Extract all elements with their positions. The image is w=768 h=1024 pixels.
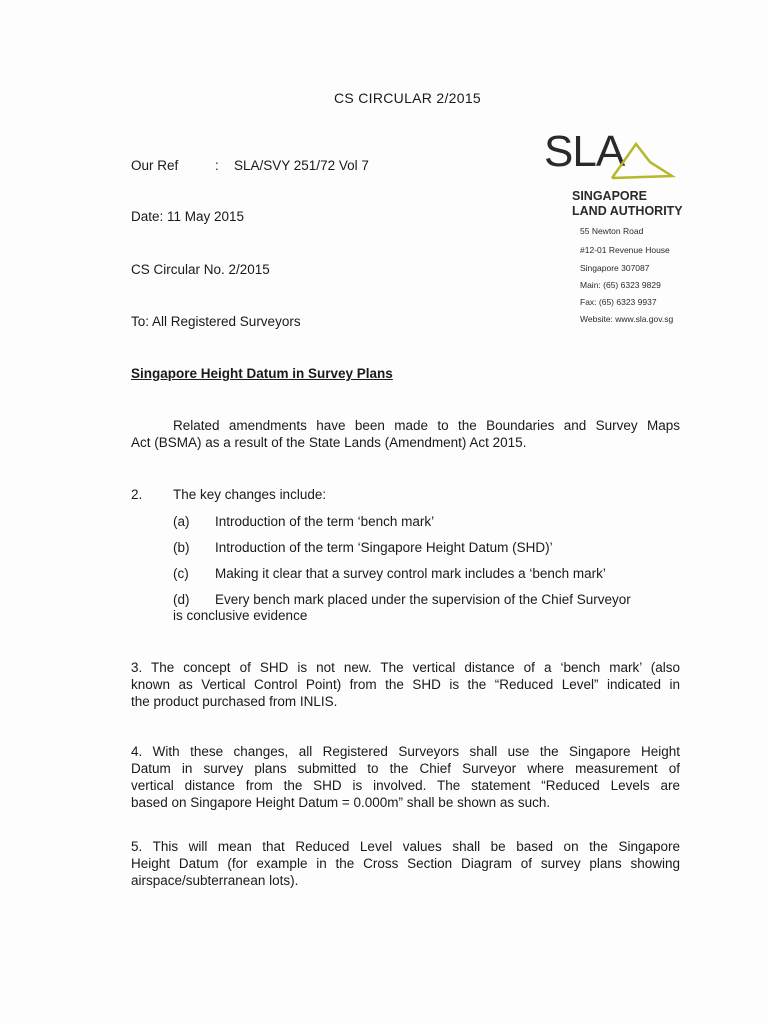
para3-line1: 3. The concept of SHD is not new. The vertical distance of a ‘bench mark’ (also [131, 660, 680, 675]
paragraph-1 [131, 417, 680, 451]
subject-heading: Singapore Height Datum in Survey Plans [131, 366, 393, 381]
address-line: Singapore 307087 [580, 263, 650, 273]
item-label-b: (b) [173, 540, 190, 555]
paragraph-5 [131, 838, 680, 889]
sla-logo [544, 128, 684, 188]
item-label-a: (a) [173, 514, 190, 529]
phone-fax: Fax: (65) 6323 9937 [580, 297, 657, 307]
ref-separator: : [215, 158, 219, 173]
ref-label: Our Ref [131, 158, 179, 173]
paragraph-4 [131, 743, 680, 811]
item-label-d: (d) [173, 592, 190, 607]
para2-intro: The key changes include: [173, 487, 327, 502]
para1-line1: Related amendments have been made to the Boundaries and Survey Maps [173, 418, 680, 433]
para3-line2: known as Vertical Control Point) from the SHD is the “Reduced Level” indicated in [131, 677, 680, 692]
circular-number: CS Circular No. 2/2015 [131, 262, 270, 277]
phone-main: Main: (65) 6323 9829 [580, 280, 661, 290]
para4-line4: based on Singapore Height Datum = 0.000m” shall be shown as such. [131, 795, 551, 810]
address-line: 55 Newton Road [580, 226, 644, 236]
item-text-c: Making it clear that a survey control mark includes a ‘bench mark’ [215, 566, 606, 581]
para4-line3: vertical distance from the SHD is involved. The statement “Reduced Levels are [131, 778, 680, 793]
org-name-line1: SINGAPORE [572, 189, 648, 203]
para2-number: 2. [131, 487, 143, 502]
item-text-a: Introduction of the term ‘bench mark’ [215, 514, 435, 529]
para5-line1: 5. This will mean that Reduced Level values shall be based on the Singapore [131, 839, 680, 854]
website: Website: www.sla.gov.sg [580, 314, 674, 324]
para1-line2: Act (BSMA) as a result of the State Lands (Amendment) Act 2015. [131, 435, 527, 450]
para3-line3: the product purchased from INLIS. [131, 694, 338, 709]
item-text-b: Introduction of the term ‘Singapore Height Datum (SHD)’ [215, 540, 553, 555]
addressee: To: All Registered Surveyors [131, 314, 301, 329]
org-name-line2: LAND AUTHORITY [572, 204, 683, 218]
item-text-d-cont: is conclusive evidence [173, 608, 308, 623]
item-text-d: Every bench mark placed under the supervision of the Chief Surveyor [215, 592, 631, 607]
circular-title: CS CIRCULAR 2/2015 [334, 90, 482, 106]
item-label-c: (c) [173, 566, 189, 581]
date: Date: 11 May 2015 [131, 209, 245, 224]
logo-land-parcel-icon [544, 128, 684, 188]
address-line: #12-01 Revenue House [580, 245, 670, 255]
para4-line1: 4. With these changes, all Registered Surveyors shall use the Singapore Height [131, 744, 680, 759]
para5-line3: airspace/subterranean lots). [131, 873, 299, 888]
para4-line2: Datum in survey plans submitted to the Chief Surveyor where measurement of [131, 761, 680, 776]
ref-value: SLA/SVY 251/72 Vol 7 [234, 158, 369, 173]
paragraph-3 [131, 659, 680, 710]
logo-wordmark: SLA [544, 127, 625, 176]
para5-line2: Height Datum (for example in the Cross Section Diagram of survey plans showing [131, 856, 680, 871]
